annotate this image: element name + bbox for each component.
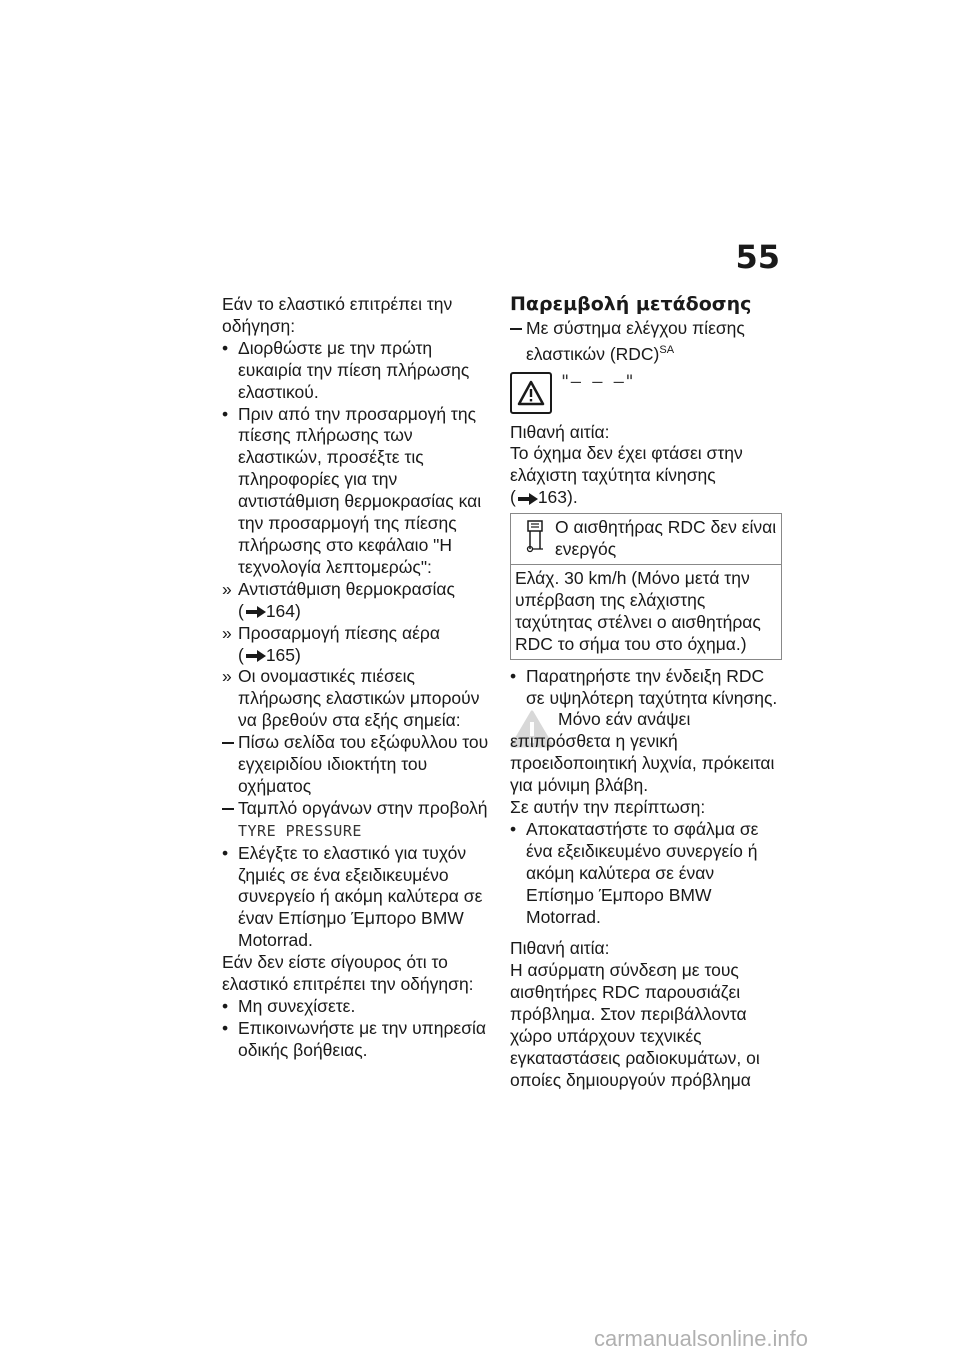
left-column	[222, 294, 494, 1062]
dash-item-text: Πίσω σελίδα του εξώφυλλου του εγχειριδίου ιδιοκτήτη του οχήματος	[238, 732, 489, 796]
dash-icon	[222, 808, 234, 810]
list-item-text: Πριν από την προσαρμογή της πίεσης πλήρωσης των ελαστικών, προσέξτε τις πληροφορίες για την αντιστάθμιση θερμοκρασίας και την προσαρμογή της πίεσης πλήρωσης στο κεφάλαιο "Η τεχνολογία λεπτομερώς":	[238, 403, 482, 577]
table-row	[511, 514, 781, 565]
case-text: Σε αυτήν την περίπτωση:	[510, 797, 706, 818]
info-table	[510, 513, 782, 659]
display-text-tyre-pressure: TYRE PRESSURE	[238, 821, 362, 840]
cause-label: Πιθανή αιτία:	[510, 938, 610, 959]
warning-text: Μόνο εάν ανάψει επιπρόσθετα η γενική προειδοποιητική λυχνία, πρόκειται για μόνιμη βλάβη.	[510, 709, 775, 796]
reference-open: (	[510, 487, 516, 508]
right-column	[510, 294, 782, 1092]
page-reference-arrow-icon[interactable]	[516, 493, 538, 505]
reference-page-link[interactable]: 165)	[265, 644, 301, 665]
tyre-sensor-icon	[515, 517, 555, 561]
reference-text: Προσαρμογή πίεσης αέρα	[238, 622, 440, 643]
page-reference-arrow-icon[interactable]	[244, 606, 266, 618]
list-item-text: Μη συνεχίσετε.	[238, 996, 356, 1016]
page-number: 55	[735, 238, 780, 276]
list-item	[510, 819, 782, 929]
dash-item	[222, 732, 494, 798]
dash-item	[222, 798, 494, 843]
reference-text: Οι ονομαστικές πιέσεις πλήρωσης ελαστικών μπορούν να βρεθούν στα εξής σημεία:	[238, 666, 480, 731]
list-item-text: Επικοινωνήστε με την υπηρεσία οδικής βοήθειας.	[238, 1017, 487, 1060]
table-row	[511, 565, 781, 659]
dash-item-text: Ταμπλό οργάνων στην προβολή	[238, 797, 488, 818]
rdc-display-value: "– – –"	[560, 371, 636, 392]
reference-text: Αντιστάθμιση θερμοκρασίας	[238, 578, 455, 599]
list-item	[222, 843, 494, 953]
reference-item	[222, 623, 494, 667]
double-chevron-icon: »	[222, 666, 232, 687]
reference-item	[222, 666, 494, 732]
cause-label: Πιθανή αιτία:	[510, 421, 610, 442]
list-item	[222, 404, 494, 579]
page-reference-arrow-icon[interactable]	[244, 650, 266, 662]
bullet-icon: •	[510, 818, 517, 839]
reference-open: (	[238, 644, 244, 665]
reference-open: (	[238, 600, 244, 621]
warning-note	[510, 709, 782, 797]
list-item	[222, 338, 494, 404]
reference-page-link[interactable]: 164)	[265, 600, 301, 621]
list-item	[222, 1018, 494, 1062]
table-cell: Ο αισθητήρας RDC δεν είναι ενεργός	[555, 517, 777, 560]
sa-superscript: SA	[659, 343, 675, 356]
bullet-icon: •	[222, 1017, 229, 1038]
bullet-icon: •	[222, 842, 229, 863]
intro-text: Εάν το ελαστικό επιτρέπει την οδήγηση:	[222, 294, 453, 336]
cause-text	[510, 443, 782, 509]
bullet-icon: •	[222, 403, 229, 424]
double-chevron-icon: »	[222, 578, 232, 599]
list-item	[510, 666, 782, 710]
list-item	[222, 996, 494, 1018]
reference-page-link[interactable]: 163).	[537, 487, 578, 508]
double-chevron-icon: »	[222, 622, 232, 643]
dash-icon	[510, 328, 522, 330]
list-item-text: Αποκαταστήστε το σφάλμα σε ένα εξειδικευμένο συνεργείο ή ακόμη καλύτερα σε έναν Επίσημο Έμπορο BMW Motorrad.	[526, 818, 759, 927]
cause-text-body: Το όχημα δεν έχει φτάσει στην ελάχιστη ταχύτητα κίνησης	[510, 443, 743, 486]
bullet-icon: •	[222, 337, 229, 358]
table-cell: Ελάχ. 30 km/h (Μόνο μετά την υπέρβαση της ελάχιστης ταχύτητας στέλνει ο αισθητήρας RDC το σήμα του στο όχημα.)	[515, 567, 761, 654]
dash-item-text: Με σύστημα ελέγχου πίεσης ελαστικών (RDC)	[526, 317, 745, 364]
rdc-display-row	[510, 372, 782, 414]
reference-item	[222, 579, 494, 623]
list-item-text: Παρατηρήστε την ένδειξη RDC σε υψηλότερη ταχύτητα κίνησης.	[526, 665, 778, 708]
section-heading: Παρεμβολή μετάδοσης	[510, 293, 752, 315]
footer-watermark: carmanualsonline.info	[594, 1326, 809, 1351]
bullet-icon: •	[510, 665, 517, 686]
list-item-text: Διορθώστε με την πρώτη ευκαιρία την πίεση πλήρωσης ελαστικού.	[238, 337, 470, 402]
cause-text: Η ασύρματη σύνδεση με τους αισθητήρες RDC παρουσιάζει πρόβλημα. Στον περιβάλλοντα χώρο υπάρχουν τεχνικές εγκαταστάσεις ραδιοκυμάτων, οι οποίες δημιουργούν πρόβλημα	[510, 960, 760, 1090]
bullet-icon: •	[222, 996, 229, 1016]
dash-icon	[222, 742, 234, 744]
unsure-text: Εάν δεν είστε σίγουρος ότι το ελαστικό επιτρέπει την οδήγηση:	[222, 952, 474, 995]
list-item-text: Ελέγξτε το ελαστικό για τυχόν ζημιές σε ένα εξειδικευμένο συνεργείο ή ακόμη καλύτερα σε έναν Επίσημο Έμπορο BMW Motorrad.	[238, 842, 483, 951]
dash-item	[510, 318, 782, 366]
warning-indicator-icon	[510, 372, 552, 414]
